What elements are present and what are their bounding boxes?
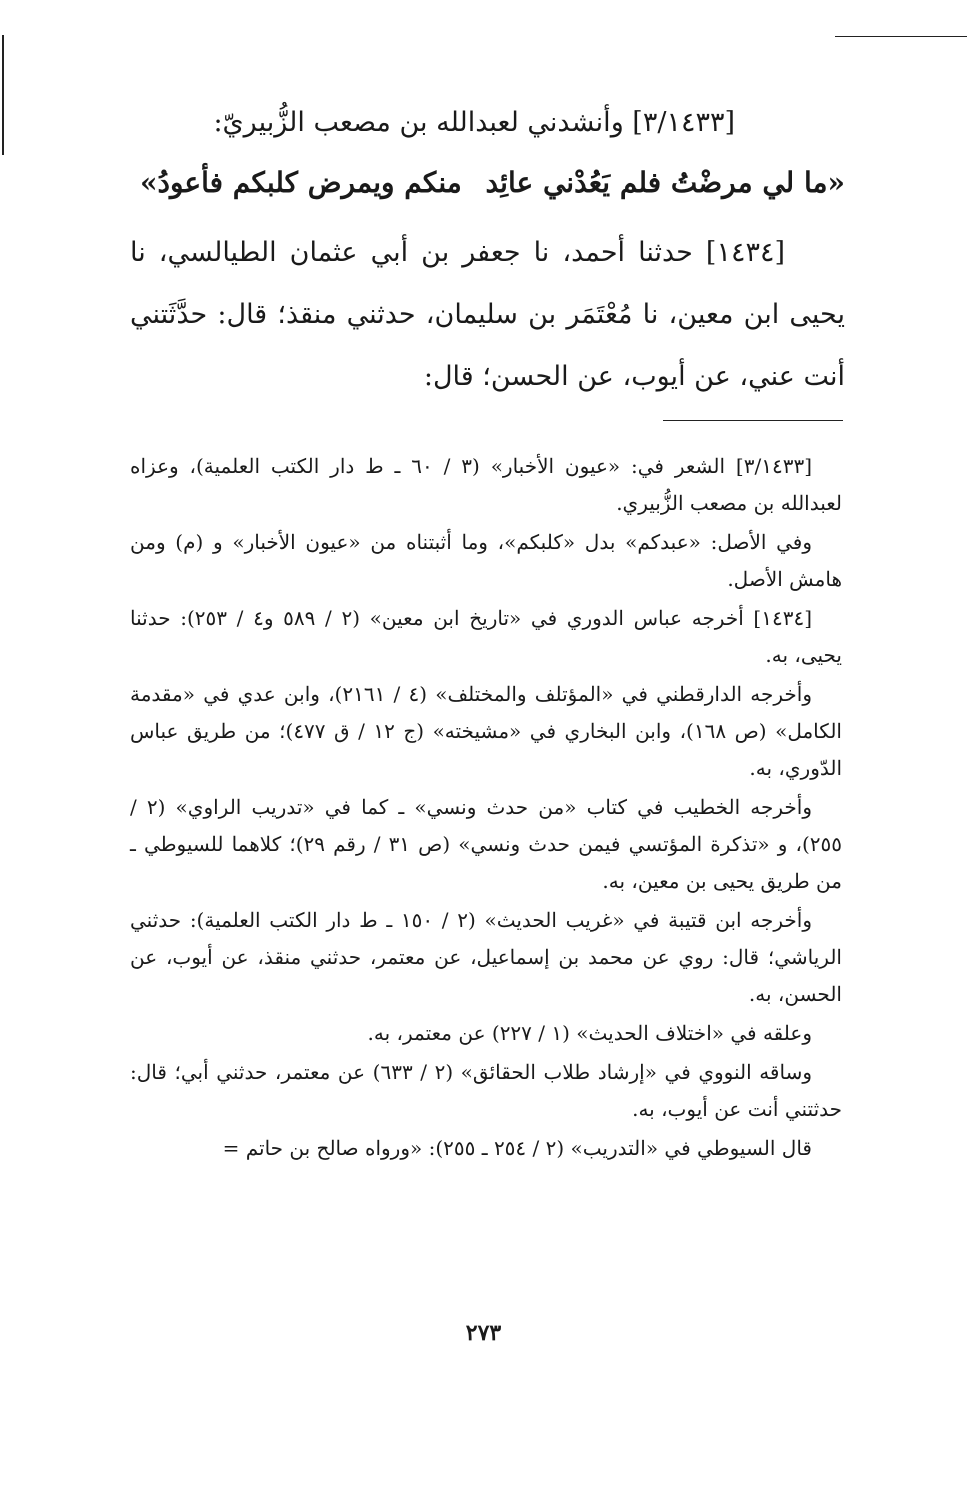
footnote: وأخرجه الخطيب في كتاب «من حدث ونسي» ـ كما في «تدريب الراوي» (٢ / ٢٥٥)، و «تذكرة المؤتسي فيمن حدث ونسي» (ص ٣١ / رقم ٢٩)؛ كلاهما للسيوطي ـ من طريق يحيى بن معين، به.: [130, 795, 842, 893]
footnote: وساقه النووي في «إرشاد طلاب الحقائق» (٢ / ٦٣٣) عن معتمر، حدثني أبي؛ قال: حدثتني أنت عن أيوب، به.: [130, 1060, 842, 1121]
footnote: وأخرجه ابن قتيبة في «غريب الحديث» (٢ / ١٥٠ ـ ط دار الكتب العلمية): حدثني الرياشي؛ قال: روي عن محمد بن إسماعيل، عن معتمر، حدثني منقذ، عن أيوب، عن الحسن، به.: [130, 908, 842, 1006]
margin-rule: [2, 35, 4, 155]
verse-second-hemistich: منكم ويمرض كلبكم فأعودُ»: [140, 166, 462, 199]
page-number: ٢٧٣: [465, 1320, 502, 1346]
footnote: [٣/١٤٣٣] الشعر في: «عيون الأخبار» (٣ / ٦٠ ـ ط دار الكتب العلمية)، وعزاه لعبدالله بن مصعب الزُّبيري.: [130, 454, 842, 515]
poetry-verse: [140, 152, 845, 214]
intro-line: [٣/١٤٣٣] وأنشدني لعبدالله بن مصعب الزُّبيريّ:: [213, 107, 735, 138]
footnote: وأخرجه الدارقطني في «المؤتلف والمختلف» (٤ / ٢١٦١)، وابن عدي في «مقدمة الكامل» (ص ١٦٨)، وابن البخاري في «مشيخته» (ج ١٢ / ق ٤٧٧)؛ من طريق عباس الدّوري، به.: [130, 682, 842, 780]
footnote: وفي الأصل: «عبدكم» بدل «كلبكم»، وما أثبتناه من «عيون الأخبار» و (م) ومن هامش الأصل.: [130, 530, 842, 591]
hadith-paragraph: [١٤٣٤] حدثنا أحمد، نا جعفر بن أبي عثمان الطيالسي، نا يحيى ابن معين، نا مُعْتَمَر بن سليمان، حدثني منقذ؛ قال: حدَّثَتني أنت عني، عن أيوب، عن الحسن؛ قال:: [130, 237, 845, 392]
footnote: وعلقه في «اختلاف الحديث» (١ / ٢٢٧) عن معتمر، به.: [367, 1021, 812, 1045]
footnote-separator: [663, 420, 843, 421]
header-rule: [835, 36, 967, 37]
footnote: [١٤٣٤] أخرجه عباس الدوري في «تاريخ ابن معين» (٢ / ٥٨٩ و٤ / ٢٥٣): حدثنا يحيى، به.: [130, 606, 842, 667]
footnotes: [130, 448, 842, 1169]
main-text-paragraph: [130, 222, 845, 408]
footnote: قال السيوطي في «التدريب» (٢ / ٢٥٤ ـ ٢٥٥): «ورواه صالح بن حاتم =: [222, 1136, 812, 1160]
main-text-top: [130, 92, 845, 154]
verse-first-hemistich: «ما لي مرضْتُ فلم يَعُدْني عائِد: [485, 166, 845, 199]
